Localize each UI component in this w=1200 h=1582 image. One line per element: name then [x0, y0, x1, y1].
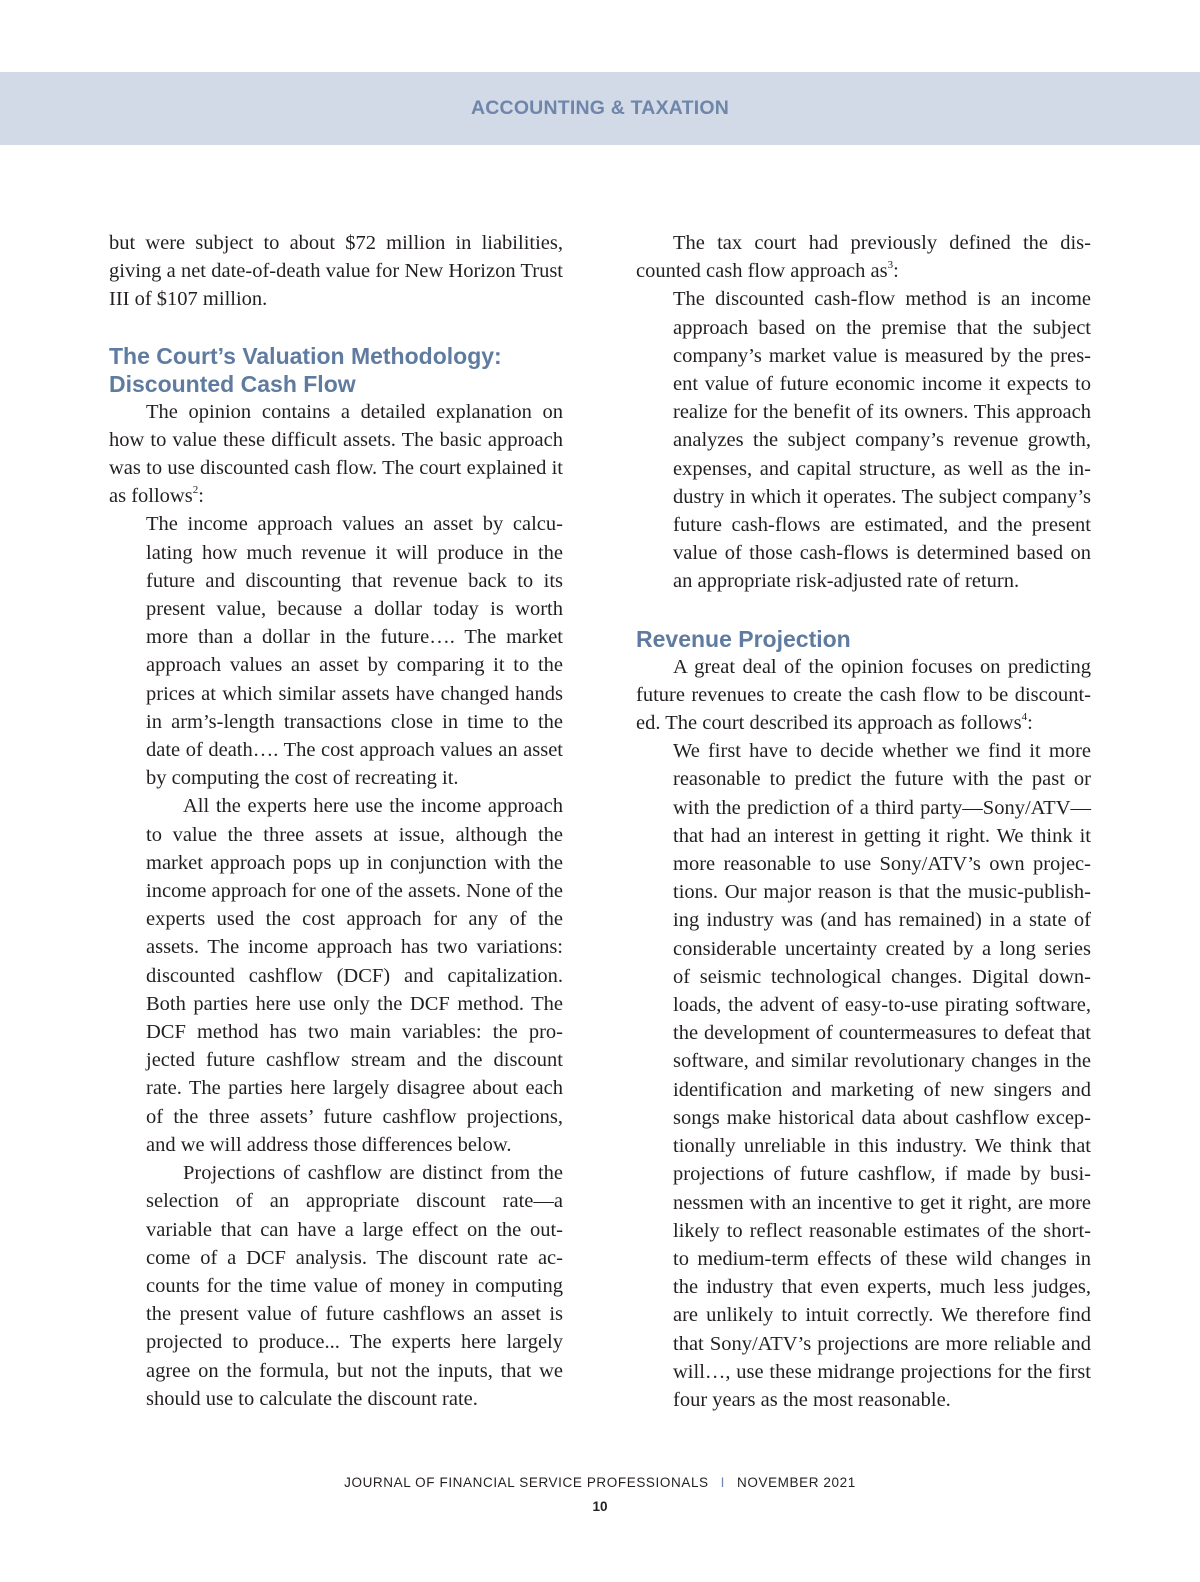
- section-banner: [0, 72, 1200, 145]
- quote-paragraph: The income approach values an asset by calculating how much revenue it will produce in the future and discounting that revenue back to its present value, because a dollar today is worth more than a dollar in the future…. The market approach values an asset by comparing it to the prices at which similar assets have changed hands in arm’s-length transactions close in time to the date of death…. The cost approach values an asset by computing the cost of recreating it.: [146, 513, 563, 790]
- paragraph: but were subject to about $72 million in liabilities, giving a net date-of-death value for New Horizon Trust III of $107 million.: [109, 232, 563, 311]
- block-quote: [636, 285, 1091, 595]
- page-footer: [0, 1472, 1200, 1518]
- block-quote: [109, 510, 563, 1413]
- paragraph-text: The tax court had previously defined the discounted cash flow approach as: [636, 232, 1091, 283]
- right-column: [636, 229, 1091, 1414]
- quote-paragraph: The discounted cash-flow method is an income approach based on the premise that the subject company’s market value is measured by the present value of future economic income it expects to realize for the benefit of its owners. This approach analyzes the subject company’s revenue growth, expenses, and capital structure, as well as the industry in which it operates. The subject company’s future cash-flows are estimated, and the present value of those cash-flows is determined based on an appropriate risk-adjusted rate of return.: [673, 288, 1091, 593]
- section-heading: Revenue Projection: [636, 625, 851, 652]
- quote-paragraph: Projections of cashflow are distinct from the selection of an appropriate discount rate—a variable that can have a large effect on the outcome of a DCF analysis. The discount rate accounts for the time value of money in computing the present value of future cashflows an asset is projected to produce... The experts here largely agree on the formula, but not the inputs, that we should use to calculate the discount rate.: [146, 1162, 563, 1410]
- paragraph: [636, 229, 1091, 285]
- quote-paragraph: All the experts here use the income approach to value the three assets at issue, although the market approach pops up in conjunction with the income approach for one of the assets. None of the experts used the cost approach for any of the assets. The income approach has two variations: discounted cashflow (DCF) and capitalization. Both parties here use only the DCF method. The DCF method has two main variables: the projected future cashflow stream and the discount rate. The parties here largely disagree about each of the three assets’ future cashflow projections, and we will address those differences below.: [146, 795, 563, 1156]
- paragraph-text: The opinion contains a detailed explanation on how to value these difficult assets. The basic approach was to use discounted cash flow. The court explained it as follows: [109, 400, 563, 508]
- section-title: ACCOUNTING & TAXATION: [470, 97, 730, 119]
- quote-paragraph: We first have to decide whether we find it more reasonable to predict the future with the past or with the prediction of a third party—Sony/ATV—that had an interest in getting it right. We think it more reasonable to use Sony/ATV’s own projections. Our major reason is that the music-publishing industry was (and has remained) in a state of considerable uncertainty created by a long series of seismic technological changes. Digital downloads, the advent of easy-to-use pirating software, the development of countermeasures to defeat that software, and similar revolutionary changes in the identification and marketing of new singers and songs make historical data about cashflow exceptionally unreliable in this industry. We think that projections of future cashflow, if made by businessmen with an incentive to get it right, are more likely to reflect reasonable estimates of the short- to medium-term effects of these wild changes in the industry that even experts, much less judges, are unlikely to intuit correctly. We therefore find that Sony/ATV’s projections are more reliable and will…, use these midrange projections for the first four years as the most reasonable.: [673, 740, 1091, 1411]
- paragraph-tail: :: [893, 260, 899, 283]
- paragraph-text: A great deal of the opinion focuses on predicting future revenues to create the cash flow to be discounted. The court described its approach as follows: [636, 655, 1091, 735]
- left-column: [109, 229, 563, 1413]
- journal-name: JOURNAL OF FINANCIAL SERVICE PROFESSIONALS: [344, 1475, 709, 1490]
- footnote-ref[interactable]: 2: [192, 484, 199, 497]
- issue-date: NOVEMBER 2021: [737, 1475, 856, 1490]
- paragraph: [109, 398, 563, 511]
- footer-separator: I: [720, 1475, 726, 1490]
- footnote-ref[interactable]: 4: [1021, 711, 1028, 724]
- page-number: 10: [592, 1499, 608, 1514]
- paragraph-tail: :: [198, 485, 204, 508]
- paragraph-tail: :: [1027, 712, 1033, 735]
- footer-line: [0, 1472, 1200, 1494]
- footnote-ref[interactable]: 3: [887, 259, 894, 272]
- block-quote: [636, 737, 1091, 1414]
- section-heading: The Court’s Valuation Methodology: Discounted Cash Flow: [109, 342, 502, 397]
- paragraph: [636, 653, 1091, 738]
